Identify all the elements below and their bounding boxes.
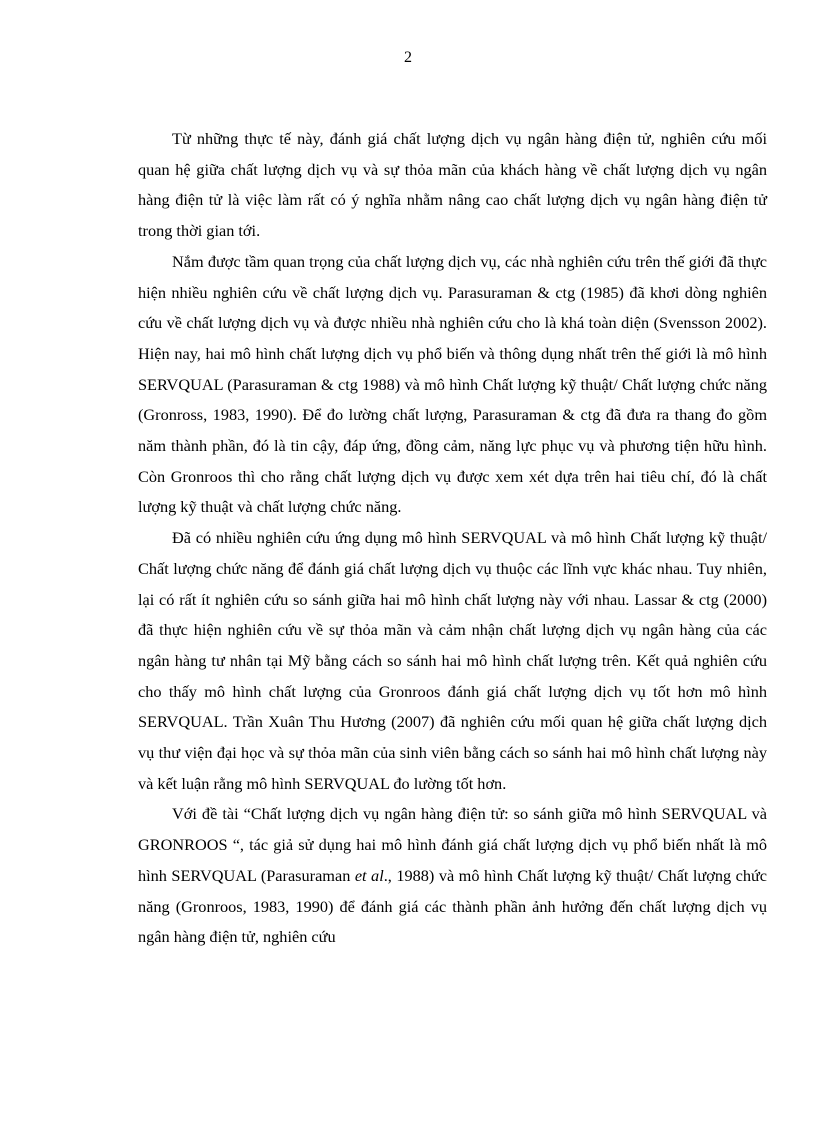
page-number: 2: [404, 49, 412, 66]
paragraph-1: Từ những thực tế này, đánh giá chất lượng dịch vụ ngân hàng điện tử, nghiên cứu mối quan hệ giữa chất lượng dịch vụ và sự thỏa mãn của khách hàng về chất lượng dịch vụ ngân hàng điện tử là việc làm rất có ý nghĩa nhằm nâng cao chất lượng dịch vụ ngân hàng điện tử trong thời gian tới.: [138, 129, 767, 241]
paragraph-4-italic-et-al: et al: [354, 865, 384, 885]
paragraph-4: [138, 799, 767, 953]
paragraph-2: Nắm được tầm quan trọng của chất lượng dịch vụ, các nhà nghiên cứu trên thế giới đã thực hiện nhiều nghiên cứu về chất lượng dịch vụ. Parasuraman & ctg (1985) đã khơi dòng nghiên cứu về chất lượng dịch vụ và được nhiều nhà nghiên cứu cho là khá toàn diện (Svensson 2002). Hiện nay, hai mô hình chất lượng dịch vụ phổ biến và thông dụng nhất trên thế giới là mô hình SERVQUAL (Parasuraman & ctg 1988) và mô hình Chất lượng kỹ thuật/ Chất lượng chức năng (Gronross, 1983, 1990). Để đo lường chất lượng, Parasuraman & ctg đã đưa ra thang đo gồm năm thành phần, đó là tin cậy, đáp ứng, đồng cảm, năng lực phục vụ và phương tiện hữu hình. Còn Gronroos thì cho rằng chất lượng dịch vụ được xem xét dựa trên hai tiêu chí, đó là chất lượng kỹ thuật và chất lượng chức năng.: [138, 251, 767, 517]
paragraph-4-text-start: Với đề tài “Chất lượng dịch vụ ngân hàng điện tử: so sánh giữa mô hình SERVQUAL và GRONROOS “, tác giả sử dụng hai mô hình đánh giá chất lượng dịch vụ phổ biến nhất là mô hình SERVQUAL (Parasuraman: [138, 804, 767, 885]
paragraph-3: Đã có nhiều nghiên cứu ứng dụng mô hình SERVQUAL và mô hình Chất lượng kỹ thuật/ Chất lượng chức năng để đánh giá chất lượng dịch vụ thuộc các lĩnh vực khác nhau. Tuy nhiên, lại có rất ít nghiên cứu so sánh giữa hai mô hình chất lượng này với nhau. Lassar & ctg (2000) đã thực hiện nghiên cứu về sự thỏa mãn và cảm nhận chất lượng dịch vụ ngân hàng của các ngân hàng tư nhân tại Mỹ bằng cách so sánh hai mô hình chất lượng trên. Kết quả nghiên cứu cho thấy mô hình chất lượng của Gronroos đánh giá chất lượng dịch vụ tốt hơn mô hình SERVQUAL. Trần Xuân Thu Hương (2007) đã nghiên cứu mối quan hệ giữa chất lượng dịch vụ thư viện đại học và sự thỏa mãn của sinh viên bằng cách so sánh hai mô hình chất lượng này và kết luận rằng mô hình SERVQUAL đo lường tốt hơn.: [138, 528, 767, 793]
paragraph-4-text-end: ., 1988) và mô hình Chất lượng kỹ thuật/ Chất lượng chức năng (Gronroos, 1983, 1990) để đánh giá các thành phần ảnh hưởng đến chất lượng dịch vụ ngân hàng điện tử, nghiên cứu: [138, 865, 768, 947]
document-body: [138, 124, 767, 953]
